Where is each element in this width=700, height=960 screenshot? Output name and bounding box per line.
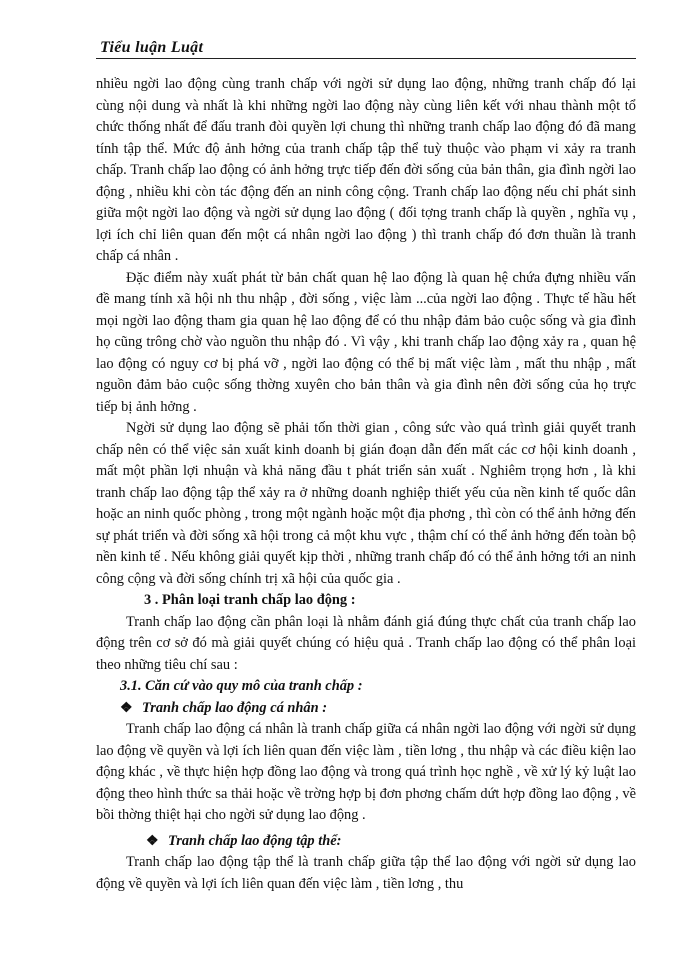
subsection-heading-3-1: 3.1. Căn cứ vào quy mô của tranh chấp : [120, 678, 363, 694]
page-header [96, 37, 636, 61]
diamond-bullet-icon: ❖ [120, 700, 133, 716]
paragraph-social-characteristics: Đặc điểm này xuất phát từ bản chất quan hệ lao động là quan hệ chứa đựng nhiều vấn đề mang tính xã hội nh thu nhập , đời sống , việc làm ...của ngời lao động . Thực tế hầu hết mọi ngời lao động tham gia quan hệ lao động để có thu nhập đảm bảo cuộc sống và gia đình họ cũng trông chờ vào nguồn thu nhập đó . Vì vậy , khi tranh chấp lao động xảy ra , quan hệ lao động có nguy cơ bị phá vỡ , ngời lao động có thể bị mất việc làm , mất thu nhập , mất nguồn đảm bảo cuộc sống thờng xuyên cho bản thân và gia đình nên đời sống của họ trực tiếp bị ảnh hởng . [96, 269, 636, 415]
diamond-bullet-icon: ❖ [146, 833, 159, 849]
document-body [96, 74, 636, 895]
bullet-heading-individual [96, 698, 636, 720]
bullet-heading-collective-text: Tranh chấp lao động tập thể: [168, 832, 342, 849]
paragraph-employer-impact: Ngời sử dụng lao động sẽ phải tốn thời gian , công sức vào quá trình giải quyết tranh chấp nên có thể việc sản xuất kinh doanh bị gián đoạn dẫn đến mất các cơ hội kinh doanh , mất một phần lợi nhuận và khả năng đầu t phát triển sản xuất . Nghiêm trọng hơn , là khi tranh chấp lao động tập thể xảy ra ở những doanh nghiệp thiết yếu của nền kinh tế quốc dân hoặc an ninh quốc phòng , trong một ngành hoặc một địa phơng , thì còn có thể ảnh hởng đến sự phát triển và đời sống xã hội trong cả một khu vực , thậm chí có thể ảnh hởng đến toàn bộ nền kinh tế . Nếu không giải quyết kịp thời , những tranh chấp đó có thể ảnh hởng tới an ninh công cộng và đời sống chính trị xã hội của quốc gia . [96, 420, 636, 587]
paragraph-collective-nature: nhiều ngời lao động cùng tranh chấp với ngời sử dụng lao động, những tranh chấp đó lại cùng nội dung và nhất là khi những ngời lao động này cùng liên kết với nhau thành một tổ chức thống nhất để đấu tranh đòi quyền lợi chung thì những tranh chấp lao động đó đã mang tính tập thể. Mức độ ảnh hởng của tranh chấp tập thể tuỳ thuộc vào phạm vi xảy ra tranh chấp. Tranh chấp lao động có ảnh hởng trực tiếp đến đời sống của bản thân, gia đình ngời lao động , nhiều khi còn tác động đến an ninh công cộng. Tranh chấp lao động nếu chỉ phát sinh giữa một ngời lao động và ngời sử dụng lao động ( đối tợng tranh chấp là quyền , nghĩa vụ , lợi ích chỉ liên quan đến một cá nhân ngời lao động ) thì tranh chấp đó đơn thuần là tranh chấp cá nhân . [96, 76, 636, 264]
paragraph-individual-dispute: Tranh chấp lao động cá nhân là tranh chấp giữa cá nhân ngời lao động với ngời sử dụng lao động về quyền và lợi ích liên quan đến việc làm , tiền lơng , thu nhập và các điều kiện lao động khác , về thực hiện hợp đồng lao động và trong quá trình học nghề , về xử lý kỷ luật lao động theo hình thức sa thải hoặc về trờng hợp bị đơn phơng chấm dứt hợp đồng lao động , về bồi thờng thiệt hại cho ngời sử dụng lao động . [96, 721, 636, 823]
section-heading-3: 3 . Phân loại tranh chấp lao động : [144, 592, 356, 608]
header-title: Tiểu luận Luật [100, 39, 204, 56]
header-rule [96, 58, 636, 59]
bullet-heading-collective [96, 831, 636, 853]
paragraph-collective-dispute: Tranh chấp lao động tập thể là tranh chấp giữa tập thể lao động với ngời sử dụng lao động về quyền và lợi ích liên quan đến việc làm , tiền lơng , thu [96, 854, 636, 892]
paragraph-classification-intro: Tranh chấp lao động cần phân loại là nhằm đánh giá đúng thực chất của tranh chấp lao động trên cơ sở đó mà giải quyết chúng có hiệu quả . Tranh chấp lao động có thể phân loại theo những tiêu chí sau : [96, 613, 636, 673]
bullet-heading-individual-text: Tranh chấp lao động cá nhân : [142, 699, 327, 716]
